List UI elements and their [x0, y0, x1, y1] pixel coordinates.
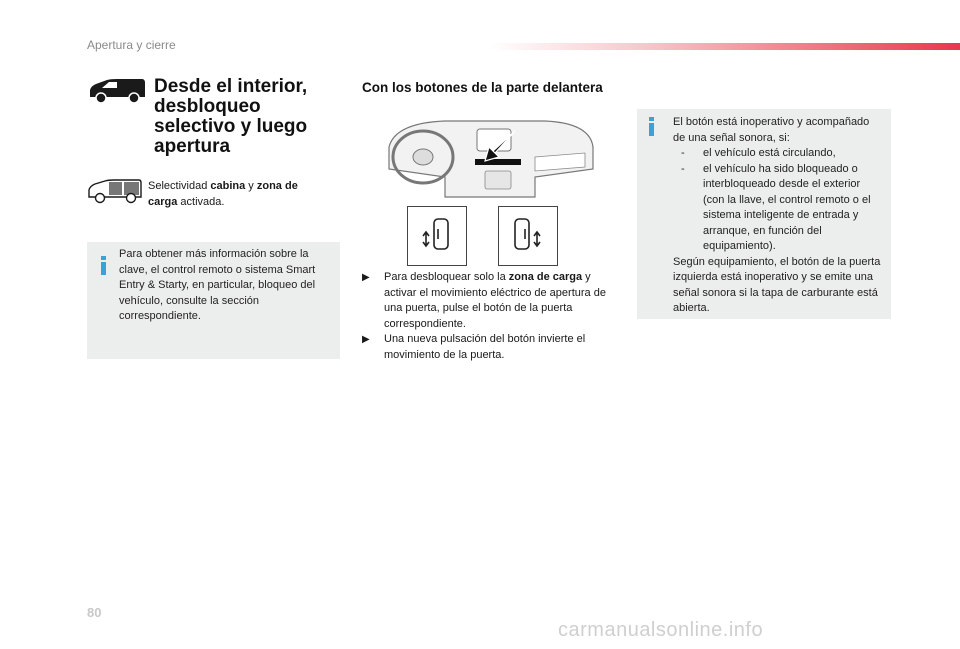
info-list-item: - el vehículo ha sido bloqueado o interbloqueado desde el exterior (con la llave, el control remoto o el sistema inteligente de entrada y arranque, en función del equipamiento).: [681, 162, 871, 252]
section-heading-interior: Desde el interior, desbloqueo selectivo y luego apertura: [154, 76, 308, 157]
watermark: carmanualsonline.info: [558, 619, 764, 641]
info-icon: [649, 117, 654, 136]
selectivity-prefix: Selectividad: [148, 180, 211, 192]
right-door-button[interactable]: [498, 206, 558, 266]
info-text-more-information: Para obtener más información sobre la clave, el control remoto o sistema Smart Entry & Starty, en particular, bloqueo del vehículo, consulte la sección correspondiente.: [119, 248, 316, 322]
dashboard-illustration: [385, 117, 597, 201]
info-list-item: - el vehículo está circulando,: [681, 147, 836, 159]
page-number: 80: [87, 605, 102, 620]
selectivity-text: [148, 178, 328, 210]
instruction-bold-load-zone: zona de carga: [508, 271, 583, 283]
info-box-more-information: [87, 242, 340, 359]
header-accent-bar: [490, 43, 960, 50]
selectivity-load-zone: zona de carga: [148, 180, 298, 208]
right-sliding-door-icon: [499, 207, 557, 265]
instruction-list: [362, 270, 617, 363]
instruction-item: [362, 332, 617, 363]
selectivity-suffix: activada.: [177, 196, 225, 208]
instruction-text-suffix: y activar el movimiento eléctrico de apertura de una puerta, pulse el botón de la puerta correspondiente.: [384, 271, 606, 330]
bullet-arrow-icon: ▶︎: [362, 272, 370, 283]
bullet-arrow-icon: ▶︎: [362, 334, 370, 345]
instruction-text: Para desbloquear solo la: [384, 271, 509, 283]
info-icon: [101, 256, 106, 275]
info-list-item-text: el vehículo ha sido bloqueado o interbloqueado desde el exterior (con la llave, el control remoto o el sistema inteligente de entrada y arranque, en función del equipamiento).: [703, 162, 871, 252]
left-sliding-door-icon: [408, 207, 466, 265]
section-heading-front-buttons: Con los botones de la parte delantera: [362, 80, 603, 95]
instruction-item: [362, 270, 617, 332]
info-intro: El botón está inoperativo y acompañado de una señal sonora, si:: [673, 116, 870, 144]
info-box-button-inoperative: [637, 109, 891, 319]
van-outline-icon: [87, 178, 143, 204]
info-text-button-inoperative: [673, 115, 883, 317]
selectivity-and: y: [245, 180, 257, 192]
van-icon: [87, 77, 147, 104]
left-door-button[interactable]: [407, 206, 467, 266]
instruction-text: Una nueva pulsación del botón invierte el movimiento de la puerta.: [384, 333, 586, 361]
info-outro: Según equipamiento, el botón de la puerta izquierda está inoperativo y se emite una señal sonora si la tapa de carburante está abierta.: [673, 255, 881, 314]
info-list-item-text: el vehículo está circulando,: [703, 147, 836, 159]
page-header-title: Apertura y cierre: [87, 38, 176, 52]
selectivity-cabin: cabina: [210, 180, 246, 192]
